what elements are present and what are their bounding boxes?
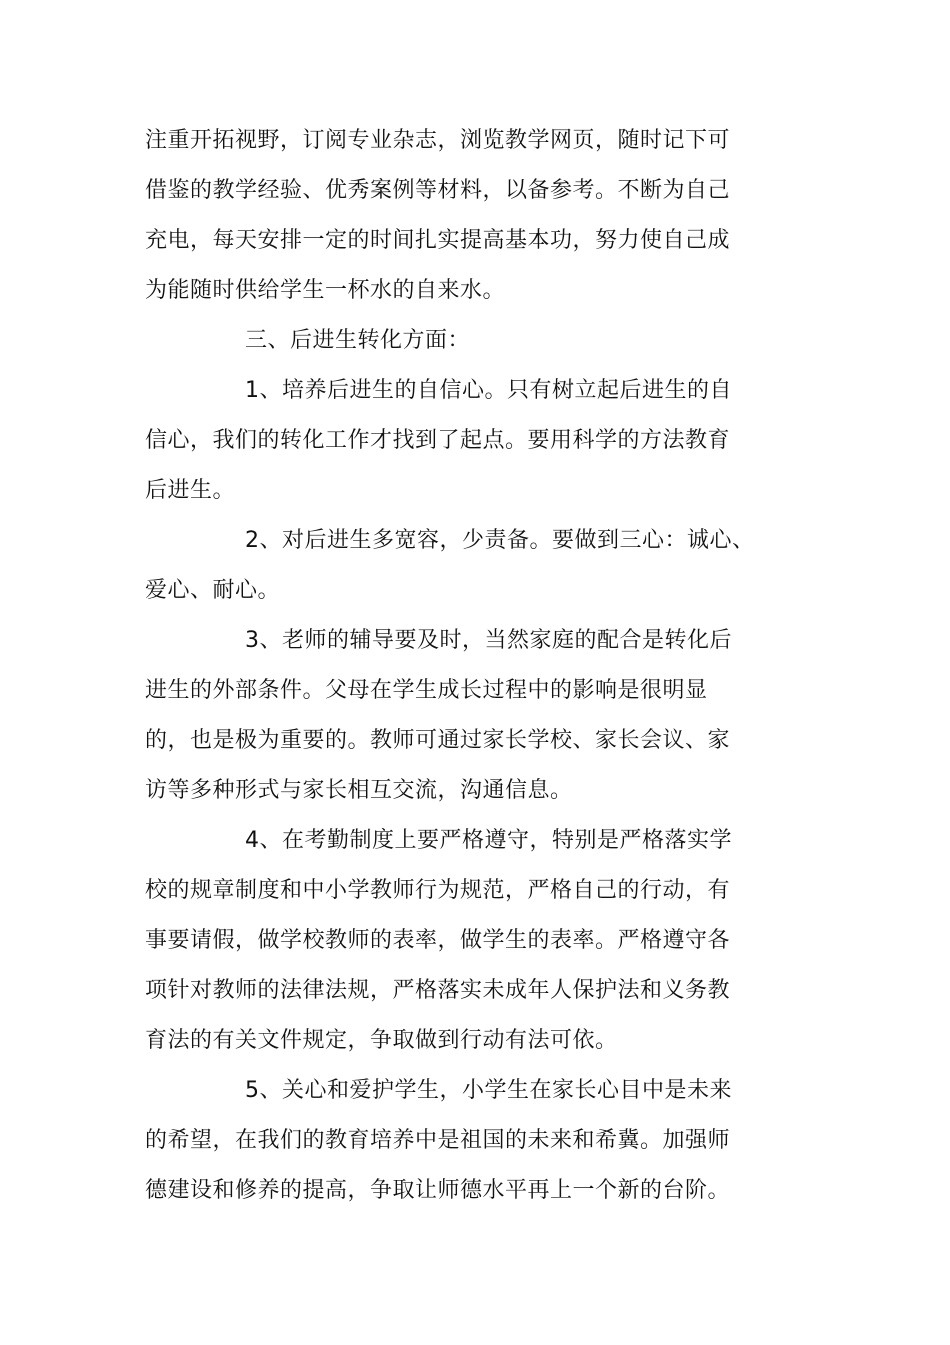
section-heading: 三、后进生转化方面： [245, 328, 471, 353]
paragraph-line: 事要请假，做学校教师的表率，做学生的表率。严格遵守各 [145, 928, 731, 953]
paragraph-line: 注重开拓视野，订阅专业杂志，浏览教学网页，随时记下可 [145, 128, 731, 153]
list-item-1: 1、培养后进生的自信心。只有树立起后进生的自 [245, 378, 732, 403]
paragraph-line: 充电，每天安排一定的时间扎实提高基本功，努力使自己成 [145, 228, 731, 253]
paragraph-line: 爱心、耐心。 [145, 578, 281, 603]
paragraph-line: 信心，我们的转化工作才找到了起点。要用科学的方法教育 [145, 428, 731, 453]
paragraph-line: 育法的有关文件规定，争取做到行动有法可依。 [145, 1028, 618, 1053]
paragraph-line: 校的规章制度和中小学教师行为规范，严格自己的行动，有 [145, 878, 731, 903]
list-item-2: 2、对后进生多宽容，少责备。要做到三心：诚心、 [245, 528, 755, 553]
paragraph-line: 为能随时供给学生一杯水的自来水。 [145, 278, 506, 303]
paragraph-line: 德建设和修养的提高，争取让师德水平再上一个新的台阶。 [145, 1178, 731, 1203]
paragraph-line: 进生的外部条件。父母在学生成长过程中的影响是很明显 [145, 678, 708, 703]
paragraph-line: 后进生。 [145, 478, 236, 503]
paragraph-line: 项针对教师的法律法规，严格落实未成年人保护法和义务教 [145, 978, 731, 1003]
paragraph-line: 借鉴的教学经验、优秀案例等材料，以备参考。不断为自己 [145, 178, 731, 203]
list-item-3: 3、老师的辅导要及时，当然家庭的配合是转化后 [245, 628, 732, 653]
list-item-5: 5、关心和爱护学生，小学生在家长心目中是未来 [245, 1078, 732, 1103]
list-item-4: 4、在考勤制度上要严格遵守，特别是严格落实学 [245, 828, 732, 853]
paragraph-line: 的，也是极为重要的。教师可通过家长学校、家长会议、家 [145, 728, 731, 753]
paragraph-line: 访等多种形式与家长相互交流，沟通信息。 [145, 778, 573, 803]
paragraph-line: 的希望，在我们的教育培养中是祖国的未来和希冀。加强师 [145, 1128, 731, 1153]
